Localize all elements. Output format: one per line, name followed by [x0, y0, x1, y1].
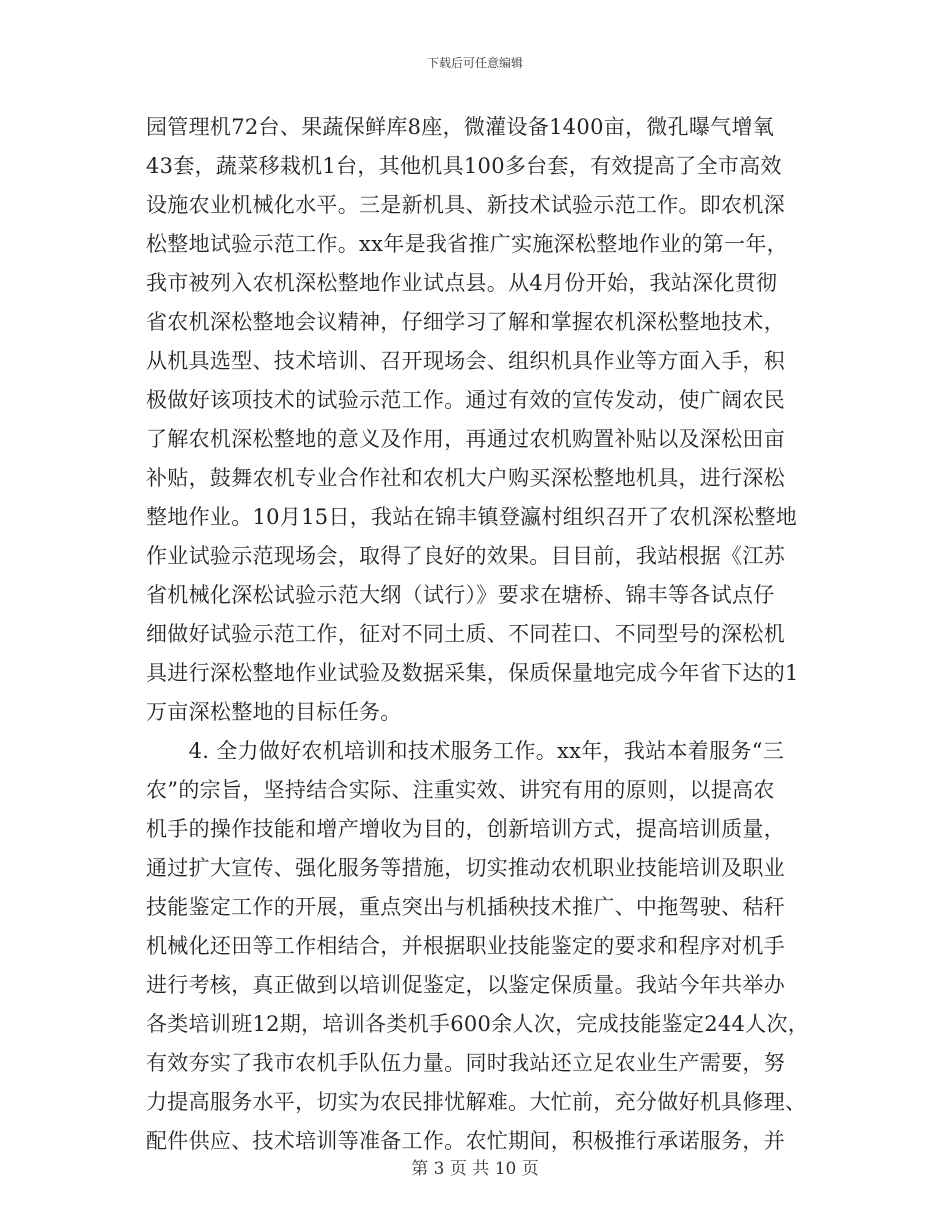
text-line: 设施农业机械化水平。三是新机具、新技术试验示范工作。即农机深 — [146, 193, 785, 217]
text-line: 机手的操作技能和增产增收为目的，创新培训方式，提高培训质量， — [146, 817, 785, 841]
text-line: 农”的宗旨，坚持结合实际、注重实效、讲究有用的原则，以提高农 — [146, 778, 775, 802]
text-line: 补贴，鼓舞农机专业合作社和农机大户购买深松整地机具，进行深松 — [146, 466, 785, 490]
text-line: 各类培训班12期，培训各类机手600余人次，完成技能鉴定244人次， — [146, 1012, 810, 1036]
text-line: 进行考核，真正做到以培训促鉴定，以鉴定保质量。我站今年共举办 — [146, 973, 785, 997]
page-number-footer: 第 3 页 共 10 页 — [411, 1159, 539, 1179]
text-line: 省机械化深松试验示范大纲（试行）》要求在塘桥、锦丰等各试点仔 — [146, 583, 775, 607]
text-line: 我市被列入农机深松整地作业试点县。从4月份开始，我站深化贯彻 — [146, 271, 778, 295]
text-line: 技能鉴定工作的开展，重点突出与机插秧技术推广、中拖驾驶、秸秆 — [146, 895, 785, 919]
text-line: 机械化还田等工作相结合，并根据职业技能鉴定的要求和程序对机手 — [146, 934, 785, 958]
text-line: 通过扩大宣传、强化服务等措施，切实推动农机职业技能培训及职业 — [146, 856, 785, 880]
page-header-note: 下载后可任意编辑 — [426, 56, 523, 70]
text-line: 细做好试验示范工作，征对不同土质、不同茬口、不同型号的深松机 — [146, 622, 785, 646]
text-line: 有效夯实了我市农机手队伍力量。同时我站还立足农业生产需要，努 — [146, 1051, 785, 1075]
text-line: 具进行深松整地作业试验及数据采集，保质保量地完成今年省下达的1 — [146, 661, 799, 685]
text-line: 松整地试验示范工作。xx年是我省推广实施深松整地作业的第一年， — [146, 232, 788, 256]
text-line: 4. 全力做好农机培训和技术服务工作。xx年，我站本着服务“三 — [146, 739, 785, 763]
text-line: 43套，蔬菜移栽机1台，其他机具100多台套，有效提高了全市高效 — [146, 154, 782, 178]
text-line: 园管理机72台、果蔬保鲜库8座，微灌设备1400亩，微孔曝气增氧 — [146, 115, 775, 139]
text-line: 作业试验示范现场会，取得了良好的效果。目目前，我站根据《江苏 — [146, 544, 785, 568]
text-line: 了解农机深松整地的意义及作用，再通过农机购置补贴以及深松田亩 — [146, 427, 785, 451]
text-line: 省农机深松整地会议精神，仔细学习了解和掌握农机深松整地技术， — [146, 310, 785, 334]
text-line: 极做好该项技术的试验示范工作。通过有效的宣传发动，使广阔农民 — [146, 388, 785, 412]
document-body — [146, 108, 814, 1161]
text-line: 整地作业。10月15日，我站在锦丰镇登瀛村组织召开了农机深松整地 — [146, 505, 798, 529]
text-line: 力提高服务水平，切实为农民排忧解难。大忙前，充分做好机具修理、 — [146, 1090, 807, 1114]
text-line: 配件供应、技术培训等准备工作。农忙期间，积极推行承诺服务，并 — [146, 1129, 785, 1153]
text-line: 从机具选型、技术培训、召开现场会、组织机具作业等方面入手，积 — [146, 349, 785, 373]
text-line: 万亩深松整地的目标任务。 — [146, 700, 402, 724]
